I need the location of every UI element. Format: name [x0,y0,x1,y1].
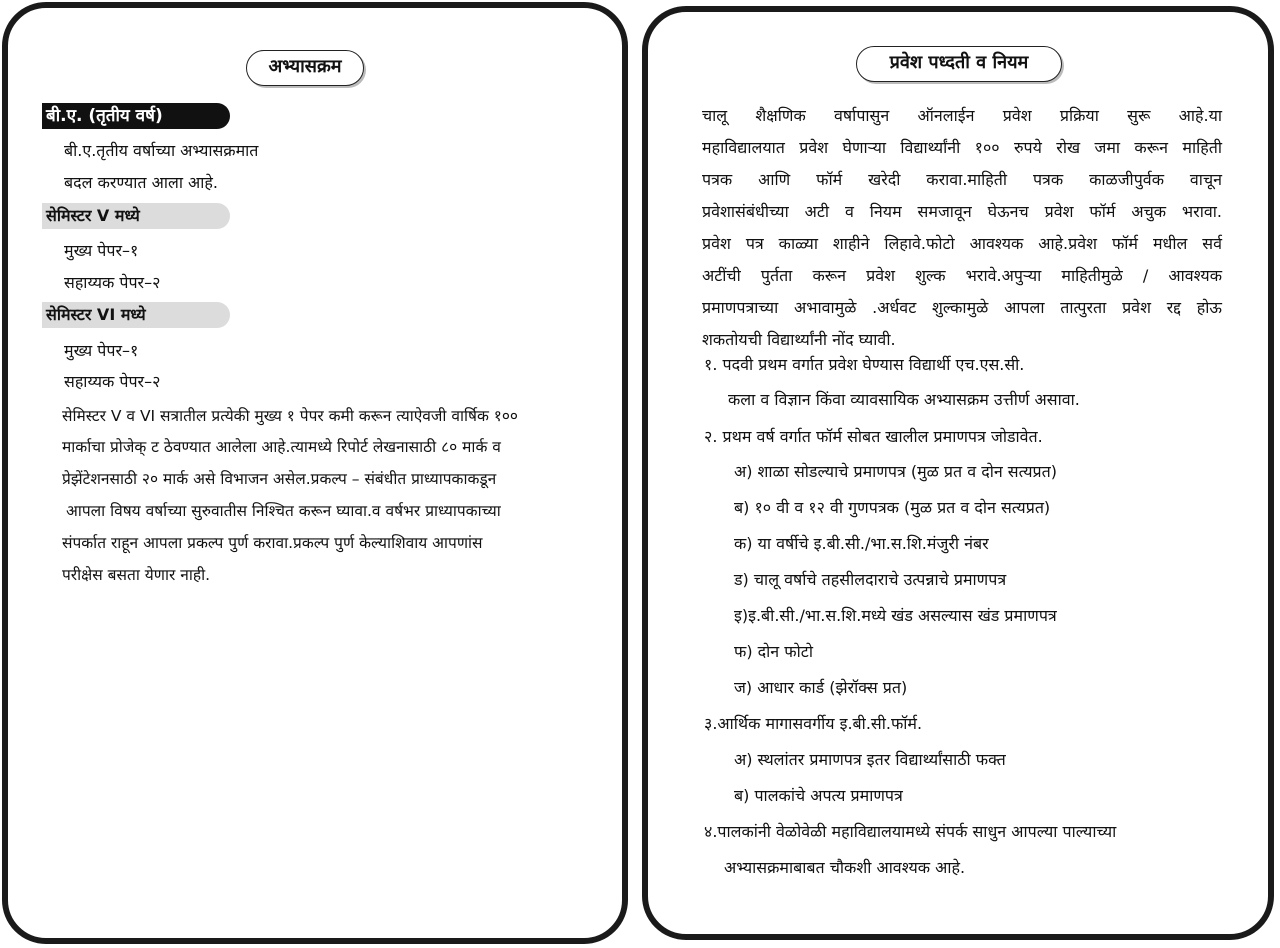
intro-line: प्रवेशासंबंधीच्या अटी व नियम समजावून घेऊनच प्रवेश फॉर्म अचुक भरावा. [702,202,1222,221]
intro-line: पत्रक आणि फॉर्म खरेदी करावा.माहिती पत्रक काळजीपुर्वक वाचून [702,170,1222,189]
body-line: आपला विषय वर्षाच्या सुरुवातीस निश्चित करून घ्यावा.व वर्षभर प्राध्यापकाच्या [66,502,501,520]
semester-6-heading: सेमिस्टर VI मध्ये [42,302,230,328]
admission-intro-paragraph [702,100,1222,356]
rule-3-item: अ) स्थलांतर प्रमाणपत्र इतर विद्यार्थ्यांसाठी फक्त [734,750,1006,769]
curriculum-title: अभ्यासक्रम [246,50,364,86]
sem6-item: सहाय्यक पेपर–२ [64,372,161,391]
admission-title: प्रवेश पध्दती व नियम [856,46,1062,82]
sem6-item: मुख्य पेपर–१ [64,341,139,360]
intro-line: बदल करण्यात आला आहे. [64,173,218,192]
document-item: इ)इ.बी.सी./भा.स.शि.मध्ये खंड असल्यास खंड प्रमाणपत्र [734,606,1057,625]
ba-third-year-heading: बी.ए. (तृतीय वर्ष) [42,103,230,129]
rule-4: ४.पालकांनी वेळोवेळी महाविद्यालयामध्ये संपर्क साधुन आपल्या पाल्याच्या [704,822,1117,841]
body-line: संपर्कात राहून आपला प्रकल्प पुर्ण करावा.प्रकल्प पुर्ण केल्याशिवाय आपणांस [62,534,483,552]
sem5-item: मुख्य पेपर–१ [64,241,139,260]
intro-line: अटींची पुर्तता करून प्रवेश शुल्क भरावे.अपुऱ्या माहितीमुळे / आवश्यक [702,266,1222,285]
intro-line: प्रवेश पत्र काळ्या शाहीने लिहावे.फोटो आवश्यक आहे.प्रवेश फॉर्म मधील सर्व [702,234,1222,253]
intro-line: महाविद्यालयात प्रवेश घेणाऱ्या विद्यार्थ्यांनी १०० रुपये रोख जमा करून माहिती [702,138,1222,157]
rule-1: १. पदवी प्रथम वर्गात प्रवेश घेण्यास विद्यार्थी एच.एस.सी. [704,355,1025,374]
semester-5-heading: सेमिस्टर V मध्ये [42,203,230,229]
body-line: सेमिस्टर V व VI सत्रातील प्रत्येकी मुख्य १ पेपर कमी करून त्याऐवजी वार्षिक १०० [62,407,518,425]
rule-3: ३.आर्थिक मागासवर्गीय इ.बी.सी.फॉर्म. [704,714,923,733]
rule-3-item: ब) पालकांचे अपत्य प्रमाणपत्र [734,786,903,805]
document-item: ज) आधार कार्ड (झेरॉक्स प्रत) [734,678,908,697]
rule-2: २. प्रथम वर्ष वर्गात फॉर्म सोबत खालील प्रमाणपत्र जोडावेत. [704,427,1043,446]
document-item: फ) दोन फोटो [734,642,813,661]
rule-1-cont: कला व विज्ञान किंवा व्यावसायिक अभ्यासक्रम उत्तीर्ण असावा. [728,390,1080,409]
intro-line: चालू शैक्षणिक वर्षापासुन ऑनलाईन प्रवेश प्रक्रिया सुरू आहे.या [702,106,1222,125]
document-item: ब) १० वी व १२ वी गुणपत्रक (मुळ प्रत व दोन सत्यप्रत) [734,498,1051,517]
document-item: अ) शाळा सोडल्याचे प्रमाणपत्र (मुळ प्रत व दोन सत्यप्रत) [734,462,1058,481]
intro-line: शकतोयची विद्यार्थ्यांनी नोंद घ्यावी. [702,330,896,349]
document-item: ड) चालू वर्षाचे तहसीलदाराचे उत्पन्नाचे प्रमाणपत्र [734,570,1007,589]
document-item: क) या वर्षीचे इ.बी.सी./भा.स.शि.मंजुरी नंबर [734,534,989,553]
rule-4-cont: अभ्यासक्रमाबाबत चौकशी आवश्यक आहे. [724,858,966,877]
body-line: परीक्षेस बसता येणार नाही. [62,566,211,584]
body-line: प्रेझेंटेशनसाठी २० मार्क असे विभाजन असेल.प्रकल्प – संबंधीत प्राध्यापकाकडून [62,470,497,488]
sem5-item: सहाय्यक पेपर–२ [64,273,161,292]
intro-line: बी.ए.तृतीय वर्षाच्या अभ्यासक्रमात [64,141,259,160]
intro-line: प्रमाणपत्राच्या अभावामुळे .अर्धवट शुल्कामुळे आपला तात्पुरता प्रवेश रद्द होऊ [702,298,1222,317]
body-line: मार्काचा प्रोजेक् ट ठेवण्यात आलेला आहे.त्यामध्ये रिपोर्ट लेखनासाठी ८० मार्क व [62,438,501,456]
